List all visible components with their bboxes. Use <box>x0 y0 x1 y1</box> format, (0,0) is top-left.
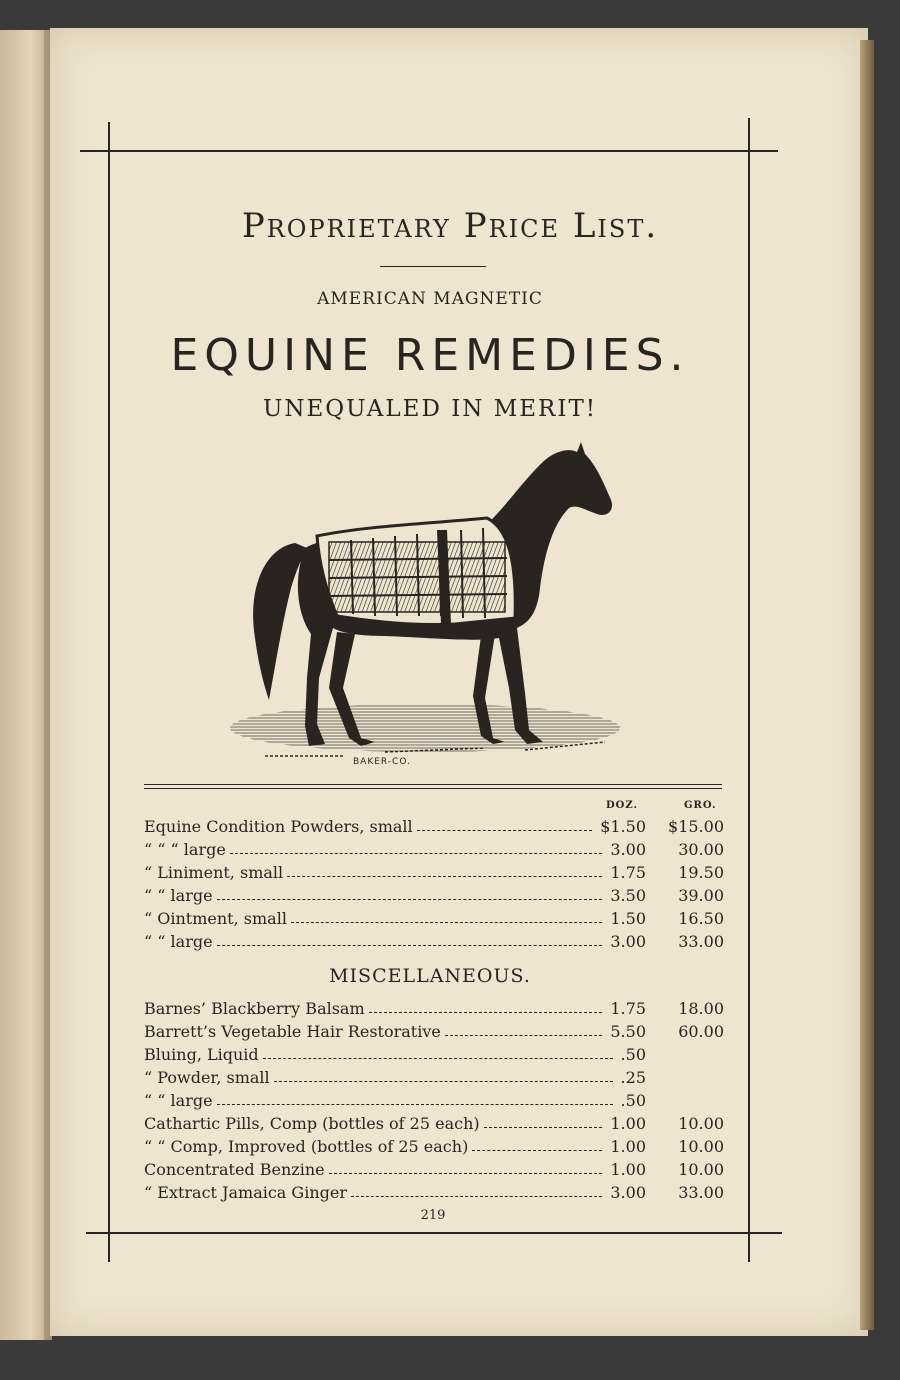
price-per-dozen: .50 <box>620 1045 646 1064</box>
price-per-gross: 60.00 <box>678 1022 724 1041</box>
column-header-doz: DOZ. <box>606 800 638 811</box>
dot-leader <box>287 876 602 877</box>
price-per-gross: 30.00 <box>678 840 724 859</box>
dot-leader <box>369 1012 602 1013</box>
price-per-gross: 19.50 <box>678 863 724 882</box>
item-label: “ “ large <box>144 886 213 905</box>
price-row <box>144 886 724 908</box>
price-per-dozen: 1.00 <box>610 1137 646 1156</box>
item-label: Cathartic Pills, Comp (bottles of 25 each) <box>144 1114 480 1133</box>
price-per-dozen: 1.75 <box>610 999 646 1018</box>
dot-leader <box>263 1058 613 1059</box>
page-title: Proprietary Price List. <box>241 206 659 246</box>
price-row <box>144 1045 724 1067</box>
tagline: UNEQUALED IN MERIT! <box>262 396 598 422</box>
price-per-gross: 10.00 <box>678 1137 724 1156</box>
item-label: Barnes’ Blackberry Balsam <box>144 999 365 1018</box>
engraver-signature: BAKER-CO. <box>353 757 411 767</box>
item-label: Barrett’s Vegetable Hair Restorative <box>144 1022 441 1041</box>
dot-leader <box>217 899 602 900</box>
price-row <box>144 1068 724 1090</box>
price-per-dozen: 3.00 <box>610 840 646 859</box>
price-row <box>144 999 724 1021</box>
price-per-gross: 16.50 <box>678 909 724 928</box>
price-per-gross: 10.00 <box>678 1114 724 1133</box>
price-per-dozen: 3.00 <box>610 932 646 951</box>
table-top-rule-2 <box>144 788 722 789</box>
item-label: “ “ “ large <box>144 840 226 859</box>
dot-leader <box>274 1081 613 1082</box>
item-label: “ “ large <box>144 1091 213 1110</box>
item-label: “ Liniment, small <box>144 863 284 882</box>
item-label: “ “ large <box>144 932 213 951</box>
product-headline: EQUINE REMEDIES. <box>170 330 690 381</box>
price-per-dozen: $1.50 <box>600 817 646 836</box>
dot-leader <box>291 922 602 923</box>
price-per-dozen: 3.50 <box>610 886 646 905</box>
border-top-rule <box>80 150 778 152</box>
price-row <box>144 932 724 954</box>
item-label: Equine Condition Powders, small <box>144 817 413 836</box>
item-label: “ Extract Jamaica Ginger <box>144 1183 347 1202</box>
price-per-gross: 39.00 <box>678 886 724 905</box>
price-row <box>144 840 724 862</box>
price-row <box>144 1160 724 1182</box>
price-row <box>144 909 724 931</box>
title-divider <box>380 266 486 267</box>
price-row <box>144 1022 724 1044</box>
price-per-gross: 10.00 <box>678 1160 724 1179</box>
dot-leader <box>472 1150 602 1151</box>
price-per-dozen: 3.00 <box>610 1183 646 1202</box>
price-per-gross: 18.00 <box>678 999 724 1018</box>
dot-leader <box>484 1127 602 1128</box>
brand-subtitle: AMERICAN MAGNETIC <box>317 289 543 309</box>
border-bottom-rule <box>86 1232 782 1234</box>
item-label: “ Ointment, small <box>144 909 287 928</box>
dot-leader <box>351 1196 602 1197</box>
dot-leader <box>417 830 592 831</box>
price-per-dozen: 5.50 <box>610 1022 646 1041</box>
price-per-dozen: 1.00 <box>610 1160 646 1179</box>
price-row <box>144 863 724 885</box>
misc-heading: MISCELLANEOUS. <box>329 965 531 987</box>
price-per-gross: 33.00 <box>678 932 724 951</box>
dot-leader <box>329 1173 602 1174</box>
price-per-gross: 33.00 <box>678 1183 724 1202</box>
price-per-dozen: 1.75 <box>610 863 646 882</box>
item-label: “ Powder, small <box>144 1068 270 1087</box>
price-row <box>144 817 724 839</box>
dot-leader <box>217 945 602 946</box>
item-label: Bluing, Liquid <box>144 1045 259 1064</box>
price-per-dozen: .50 <box>620 1091 646 1110</box>
price-per-gross: $15.00 <box>668 817 724 836</box>
price-row <box>144 1137 724 1159</box>
horse-illustration <box>225 438 645 774</box>
price-per-dozen: 1.00 <box>610 1114 646 1133</box>
dot-leader <box>217 1104 613 1105</box>
dot-leader <box>230 853 602 854</box>
price-row <box>144 1183 724 1205</box>
column-header-gro: GRO. <box>684 800 717 811</box>
item-label: “ “ Comp, Improved (bottles of 25 each) <box>144 1137 469 1156</box>
price-row <box>144 1091 724 1113</box>
item-label: Concentrated Benzine <box>144 1160 325 1179</box>
page-number: 219 <box>420 1208 446 1223</box>
dot-leader <box>445 1035 602 1036</box>
price-per-dozen: .25 <box>620 1068 646 1087</box>
price-row <box>144 1114 724 1136</box>
table-top-rule <box>144 784 722 785</box>
price-per-dozen: 1.50 <box>610 909 646 928</box>
